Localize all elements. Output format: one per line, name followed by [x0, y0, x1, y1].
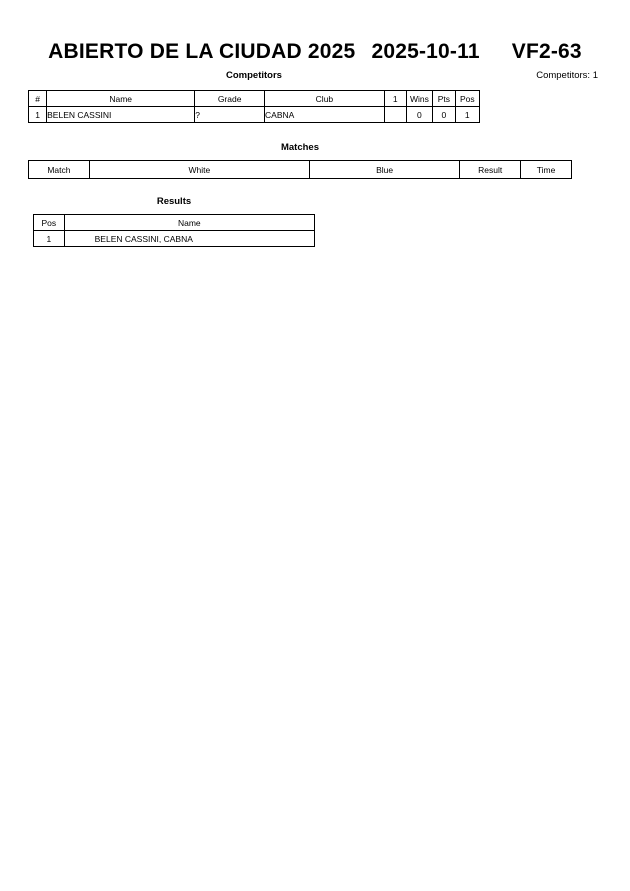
cell-result-name: BELEN CASSINI, CABNA: [64, 231, 314, 247]
cell-wins: 0: [406, 107, 433, 123]
column-header-round-1: 1: [384, 91, 406, 107]
column-header-wins: Wins: [406, 91, 433, 107]
category-code: VF2-63: [511, 40, 582, 63]
column-header-white: White: [89, 161, 309, 179]
cell-round-1: [384, 107, 406, 123]
cell-grade: ?: [195, 107, 265, 123]
cell-pts: 0: [433, 107, 455, 123]
column-header-result: Result: [460, 161, 521, 179]
cell-name: BELEN CASSINI: [47, 107, 195, 123]
tournament-date: 2025-10-11: [371, 40, 480, 63]
column-header-time: Time: [521, 161, 572, 179]
table-header-row: [29, 91, 480, 107]
matches-heading: Matches: [280, 142, 319, 153]
column-header-result-name: Name: [64, 215, 314, 231]
table-row: [29, 107, 480, 123]
tournament-name: ABIERTO DE LA CIUDAD 2025: [48, 40, 356, 63]
table-row: [34, 231, 315, 247]
column-header-result-pos: Pos: [34, 215, 65, 231]
competitors-count: Competitors: 1: [536, 70, 598, 81]
competitors-heading: Competitors: [226, 70, 282, 81]
cell-number: 1: [29, 107, 47, 123]
column-header-number: #: [29, 91, 47, 107]
column-header-name: Name: [47, 91, 195, 107]
page-title: [0, 40, 630, 64]
column-header-blue: Blue: [309, 161, 459, 179]
cell-result-pos: 1: [34, 231, 65, 247]
cell-pos: 1: [455, 107, 479, 123]
competitors-table: [28, 90, 480, 123]
column-header-pts: Pts: [433, 91, 455, 107]
table-header-row: [29, 161, 572, 179]
matches-table: [28, 160, 572, 179]
results-heading: Results: [156, 196, 192, 207]
column-header-club: Club: [265, 91, 385, 107]
table-header-row: [34, 215, 315, 231]
cell-club: CABNA: [265, 107, 385, 123]
column-header-pos: Pos: [455, 91, 479, 107]
column-header-grade: Grade: [195, 91, 265, 107]
results-table: [33, 214, 315, 247]
column-header-match: Match: [29, 161, 90, 179]
